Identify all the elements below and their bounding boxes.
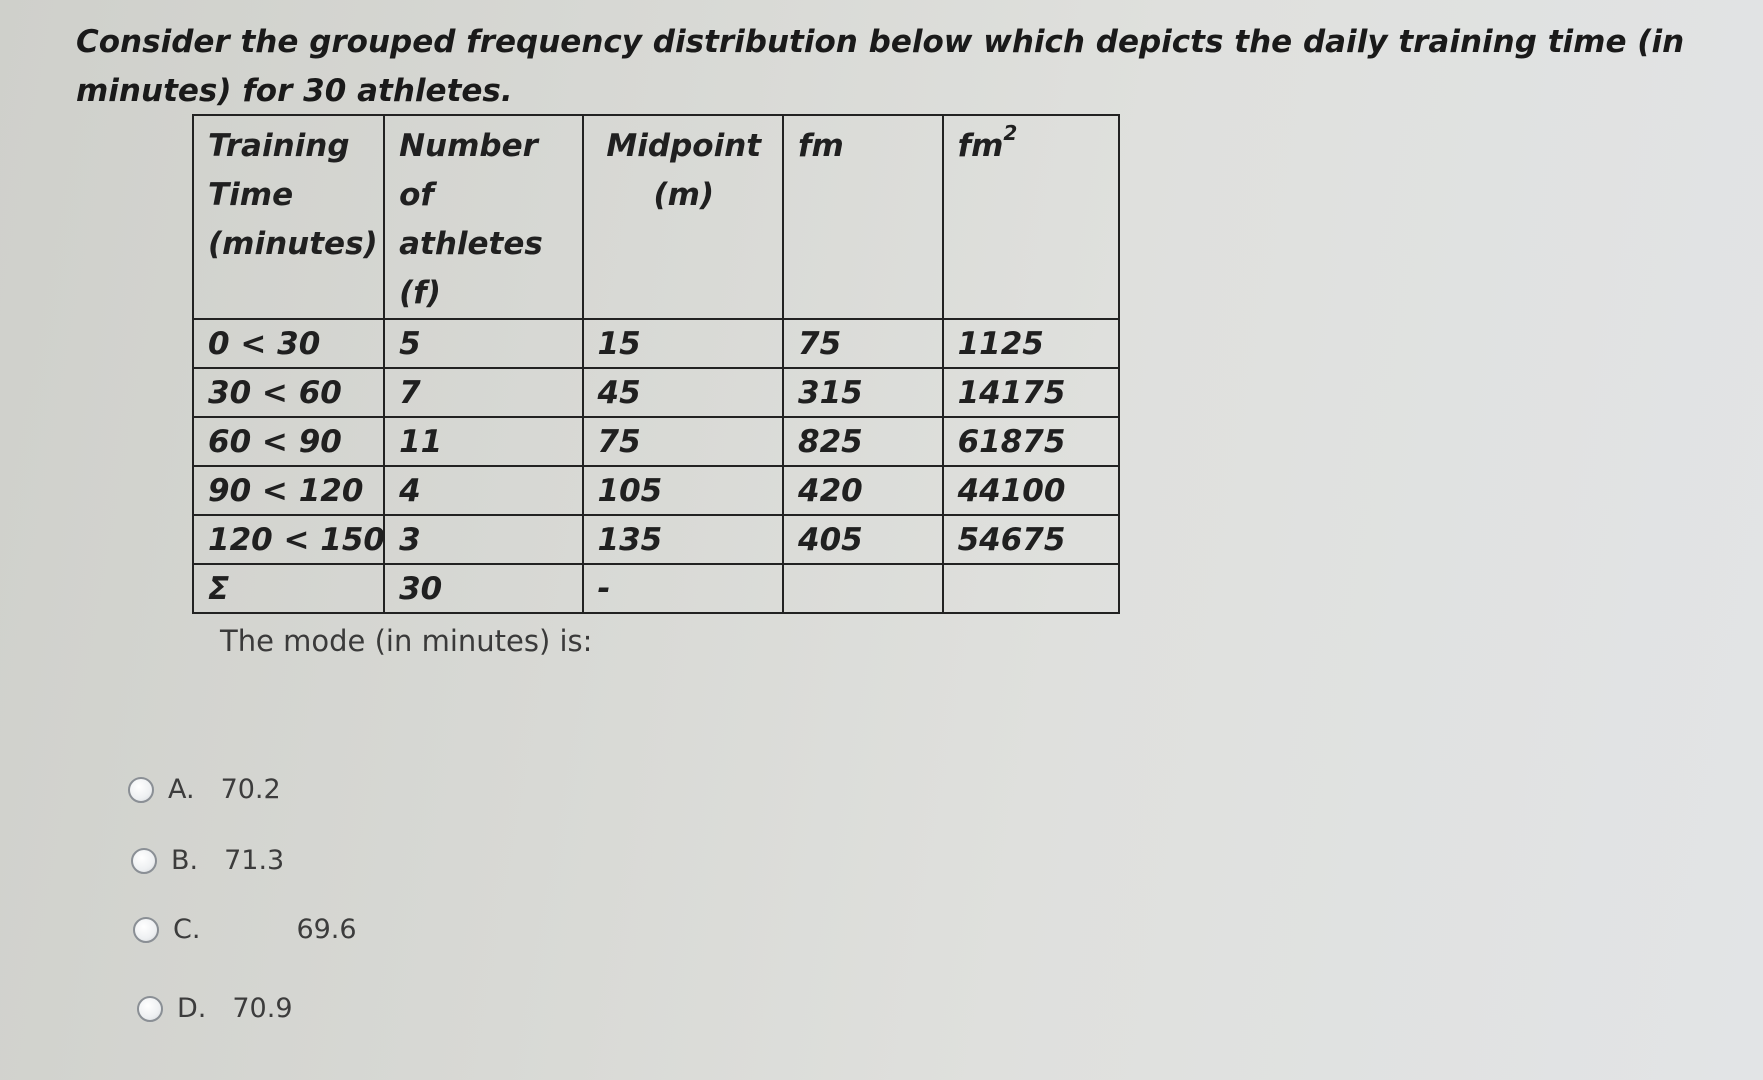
cell-frequency: 7 xyxy=(384,368,582,417)
option-a-letter: A. xyxy=(168,774,195,805)
cell-interval: 60 < 90 xyxy=(193,417,384,466)
table-row xyxy=(193,368,1119,417)
table-row xyxy=(193,319,1119,368)
cell-midpoint: 75 xyxy=(583,417,784,466)
cell-interval: 120 < 150 xyxy=(193,515,384,564)
table-header-row xyxy=(193,115,1119,319)
table-row xyxy=(193,466,1119,515)
header-training-time: Training Time (minutes) xyxy=(193,115,384,319)
option-d-value: 70.9 xyxy=(232,993,293,1024)
cell-midpoint: 15 xyxy=(583,319,784,368)
cell-sum-frequency: 30 xyxy=(384,564,582,613)
cell-fm-squared: 1125 xyxy=(943,319,1119,368)
cell-sum-fm-squared xyxy=(943,564,1119,613)
radio-button-d[interactable] xyxy=(137,996,163,1022)
radio-button-b[interactable] xyxy=(131,848,157,874)
cell-fm: 825 xyxy=(783,417,943,466)
mode-question-prompt: The mode (in minutes) is: xyxy=(220,624,593,658)
cell-midpoint: 105 xyxy=(583,466,784,515)
header-fm-squared: $fm^2$ xyxy=(943,115,1119,319)
option-c-value: 69.6 xyxy=(296,914,357,945)
option-a-value: 70.2 xyxy=(220,774,281,805)
option-a[interactable] xyxy=(128,774,281,805)
cell-fm: 315 xyxy=(783,368,943,417)
header-fm: fm xyxy=(783,115,943,319)
cell-interval: 90 < 120 xyxy=(193,466,384,515)
cell-interval: 30 < 60 xyxy=(193,368,384,417)
cell-fm: 420 xyxy=(783,466,943,515)
table-sum-row xyxy=(193,564,1119,613)
cell-sum-midpoint: - xyxy=(583,564,784,613)
radio-button-c[interactable] xyxy=(133,917,159,943)
cell-frequency: 3 xyxy=(384,515,582,564)
cell-midpoint: 45 xyxy=(583,368,784,417)
question-text: Consider the grouped frequency distribution below which depicts the daily training time (in minutes) for 30 athletes. xyxy=(76,24,1685,109)
option-b[interactable] xyxy=(131,845,284,876)
header-number-of-athletes: Number of athletes (f) xyxy=(384,115,582,319)
cell-interval: 0 < 30 xyxy=(193,319,384,368)
cell-fm-squared: 44100 xyxy=(943,466,1119,515)
option-c-letter: C. xyxy=(173,914,201,945)
option-d-letter: D. xyxy=(177,993,207,1024)
table-row xyxy=(193,417,1119,466)
frequency-table xyxy=(192,114,1120,614)
cell-fm: 405 xyxy=(783,515,943,564)
cell-sum-label: Σ xyxy=(193,564,384,613)
option-c[interactable] xyxy=(133,914,357,945)
cell-sum-fm xyxy=(783,564,943,613)
table-row xyxy=(193,515,1119,564)
cell-fm-squared: 14175 xyxy=(943,368,1119,417)
option-b-value: 71.3 xyxy=(224,845,285,876)
cell-frequency: 4 xyxy=(384,466,582,515)
cell-midpoint: 135 xyxy=(583,515,784,564)
cell-fm: 75 xyxy=(783,319,943,368)
option-b-letter: B. xyxy=(171,845,199,876)
cell-frequency: 11 xyxy=(384,417,582,466)
option-d[interactable] xyxy=(137,993,293,1024)
cell-fm-squared: 54675 xyxy=(943,515,1119,564)
header-midpoint: Midpoint (m) xyxy=(583,115,784,319)
cell-frequency: 5 xyxy=(384,319,582,368)
cell-fm-squared: 61875 xyxy=(943,417,1119,466)
radio-button-a[interactable] xyxy=(128,777,154,803)
